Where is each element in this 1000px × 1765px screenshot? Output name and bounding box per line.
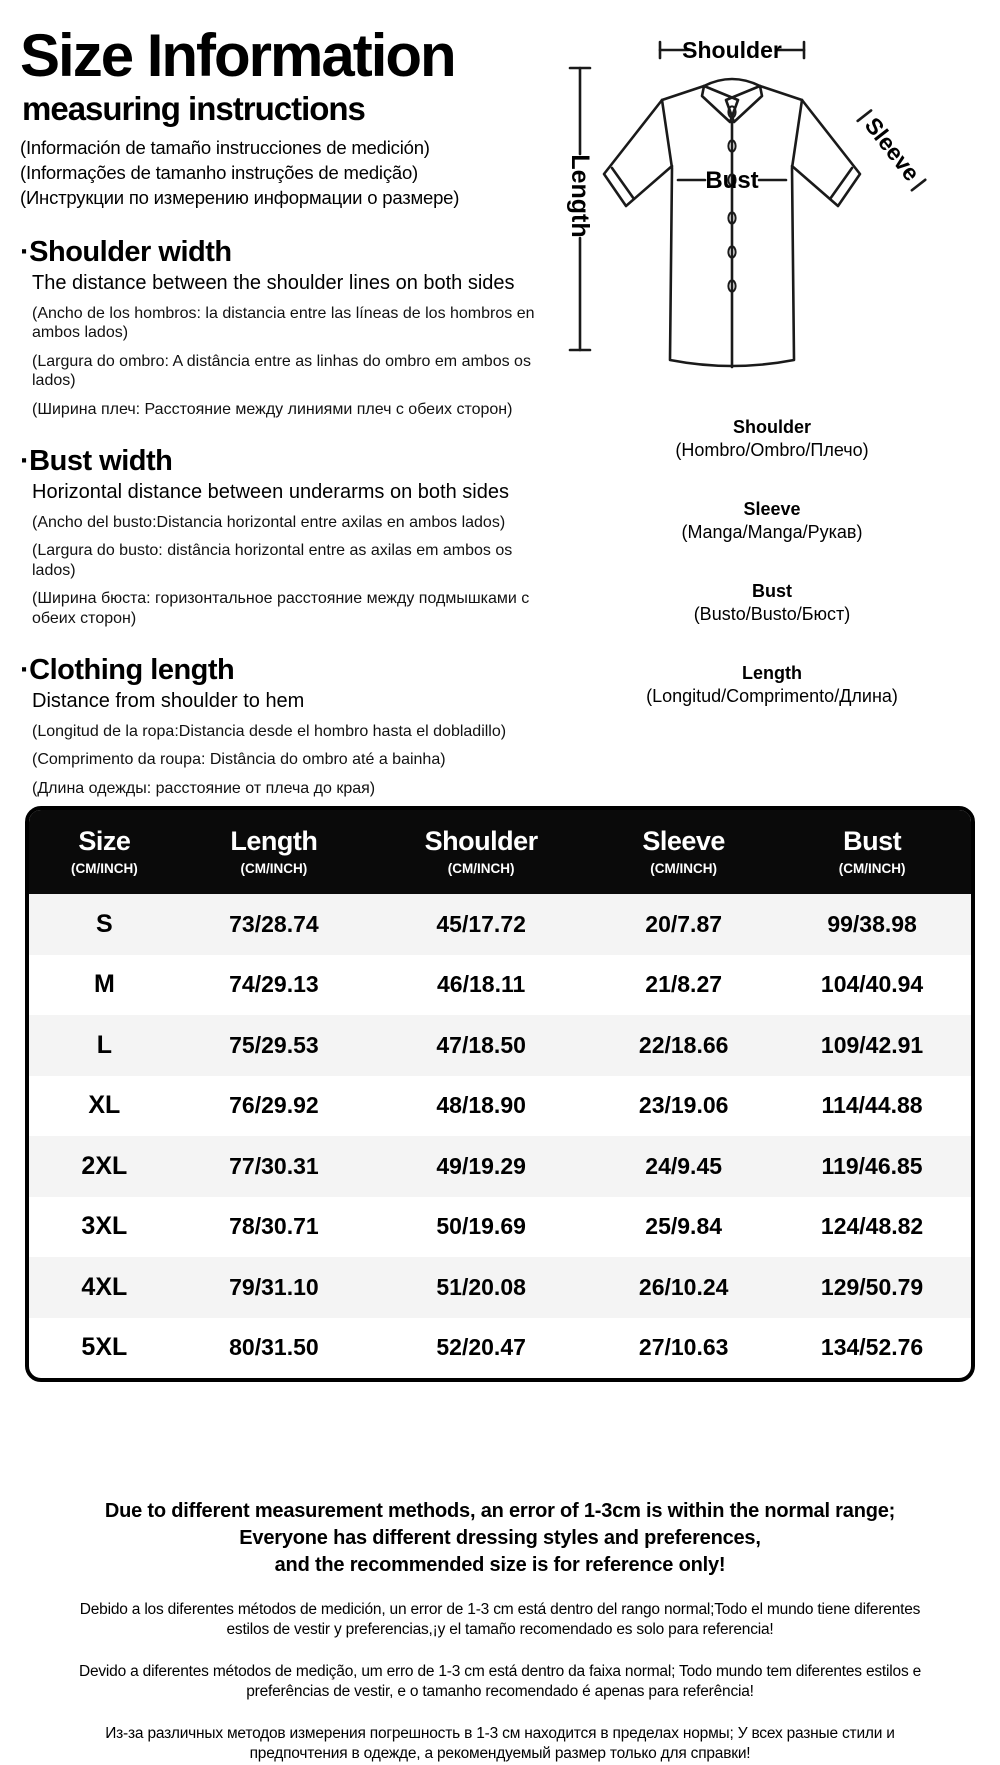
cell-bust: 134/52.76 [820,1334,924,1361]
notice-line: Everyone has different dressing styles and preferences, [239,1527,761,1549]
table-row [29,1015,971,1076]
column-unit: (CM/INCH) [70,861,138,876]
legend-translation: (Busto/Busto/Бюст) [693,603,851,624]
cell-bust: 109/42.91 [820,1031,924,1058]
legend-term: Length [741,663,802,683]
cell-sleeve: 27/10.63 [638,1334,729,1361]
cell-shoulder: 47/18.50 [436,1031,526,1058]
diagram-legend [646,416,898,744]
legend-translation: (Longitud/Comprimento/Длина) [646,685,898,706]
cell-size: 5XL [81,1333,128,1362]
instructions-column [20,22,552,800]
column-header-shoulder [368,810,594,894]
column-unit: (CM/INCH) [447,861,515,876]
column-label: Shoulder [424,826,538,856]
section-description: The distance between the shoulder lines on both sides [32,271,515,294]
legend-item-length [646,662,898,707]
legend-term: Bust [751,581,792,601]
cell-sleeve: 26/10.24 [638,1273,729,1300]
cell-bust: 104/40.94 [820,971,924,998]
table-row [29,1136,971,1197]
subtitle-translations [20,136,552,210]
diagram-column [552,26,992,800]
cell-length: 80/31.50 [229,1334,319,1361]
legend-term: Shoulder [732,417,811,437]
notice-portuguese: Devido a diferentes métodos de medição, um erro de 1-3 cm está dentro da faixa normal; Todo mundo tem diferentes estilos e preferências de vestir, e o tamanho recomendado é apenas para referência! [78,1662,922,1701]
cell-shoulder: 50/19.69 [436,1213,526,1240]
column-header-bust [773,810,971,894]
cell-length: 77/30.31 [229,1152,319,1179]
section-shoulder-width [20,237,552,419]
translation-line: (Ancho del busto:Distancia horizontal entre axilas en ambos lados) [32,513,506,531]
section-heading: ·Shoulder width [20,236,232,269]
translation-line: (Инструкции по измерению информации о размере) [20,186,460,208]
translation-line: (Información de tamaño instrucciones de medición) [20,137,430,158]
translation-line: (Ширина бюста: горизонтальное расстояние между подмышками с обеих сторон) [32,590,530,627]
cell-length: 78/30.71 [229,1213,319,1240]
cell-sleeve: 20/7.87 [645,910,723,937]
table-row [29,955,971,1016]
notice-spanish: Debido a los diferentes métodos de medición, un error de 1-3 cm está dentro del rango normal;Todo el mundo tiene diferentes estilos de vestir y preferencias,¡y el tamaño recomendado es solo para referencia! [79,1601,921,1639]
shirt-measurement-diagram [552,28,992,400]
cell-size: 3XL [81,1212,128,1241]
size-table [25,806,975,1382]
column-header-sleeve [594,810,773,894]
column-label: Sleeve [642,826,725,856]
legend-item-shoulder [646,416,898,461]
cell-length: 79/31.10 [229,1273,319,1300]
notice-line: Due to different measurement methods, an error of 1-3cm is within the normal range; [104,1500,896,1522]
section-heading: ·Bust width [20,445,173,478]
translation-line: (Largura do ombro: A distância entre as linhas do ombro em ambos os lados) [32,352,531,390]
translation-line: (Comprimento da roupa: Distância do ombro até a bainha) [32,751,446,769]
legend-term: Sleeve [743,499,801,519]
legend-translation: (Hombro/Ombro/Плечо) [675,439,869,460]
column-label: Size [78,826,131,856]
notice-english [0,1498,1000,1579]
cell-sleeve: 25/9.84 [645,1213,723,1240]
cell-bust: 124/48.82 [820,1213,924,1240]
cell-shoulder: 45/17.72 [436,910,526,937]
cell-shoulder: 51/20.08 [436,1273,526,1300]
table-row [29,1197,971,1258]
cell-size: XL [88,1091,121,1120]
column-unit: (CM/INCH) [838,861,906,876]
cell-shoulder: 49/19.29 [436,1152,526,1179]
column-header-length [180,810,368,894]
page-title: Size Information [20,22,455,89]
page-subtitle: measuring instructions [22,90,365,127]
translation-line: (Ширина плеч: Расстояние между линиями плеч с обеих сторон) [32,400,513,418]
section-translations [20,304,552,420]
cell-sleeve: 22/18.66 [638,1031,729,1058]
cell-bust: 129/50.79 [820,1273,924,1300]
diagram-bust-label: Bust [705,167,759,194]
cell-shoulder: 52/20.47 [436,1334,526,1361]
shirt-outline-icon [604,79,860,367]
cell-size: S [96,909,113,938]
cell-length: 74/29.13 [229,971,319,998]
notice-line: and the recommended size is for reference only! [274,1554,726,1576]
cell-size: 4XL [81,1272,128,1301]
diagram-sleeve-label: Sleeve [859,112,926,186]
column-label: Bust [843,826,902,856]
size-table-header [29,810,971,894]
footer-notices [0,1498,1000,1765]
column-header-size [29,810,180,894]
section-clothing-length [20,655,552,798]
cell-bust: 114/44.88 [821,1092,923,1119]
cell-size: M [93,970,115,999]
table-row [29,1257,971,1318]
diagram-length-label: Length [566,154,594,238]
sleeve-bracket-icon [855,107,930,192]
translation-line: (Largura do busto: distância horizontal entre as axilas em ambos os lados) [32,542,513,579]
cell-length: 75/29.53 [229,1031,319,1058]
section-heading: ·Clothing length [20,654,235,687]
cell-bust: 119/46.85 [821,1152,923,1179]
column-label: Length [230,826,318,856]
section-description: Horizontal distance between underarms on both sides [32,480,509,503]
table-row [29,1076,971,1137]
diagram-shoulder-label: Shoulder [682,37,782,63]
size-table-body [29,894,971,1378]
notice-russian: Из-за различных методов измерения погрешность в 1-3 см находится в пределах нормы; У всех разные стили и предпочтения в одежде, а рекомендуемый размер только для справки! [105,1724,895,1763]
column-unit: (CM/INCH) [650,861,718,876]
section-translations [20,722,552,799]
translation-line: (Informações de tamanho instruções de medição) [20,161,419,183]
section-translations [20,513,552,629]
cell-length: 76/29.92 [229,1092,319,1119]
cell-sleeve: 24/9.45 [645,1152,723,1179]
translation-line: (Longitud de la ropa:Distancia desde el hombro hasta el dobladillo) [32,722,507,740]
translation-line: (Ancho de los hombros: la distancia entre las líneas de los hombros en ambos lados) [32,304,535,342]
cell-bust: 99/38.98 [827,910,917,937]
top-section [0,0,1000,800]
legend-item-sleeve [646,498,898,543]
cell-shoulder: 48/18.90 [436,1092,526,1119]
legend-translation: (Manga/Manga/Рукав) [681,521,863,542]
cell-shoulder: 46/18.11 [437,971,526,998]
legend-item-bust [646,580,898,625]
section-description: Distance from shoulder to hem [32,689,305,712]
translation-line: (Длина одежды: расстояние от плеча до края) [32,779,376,797]
section-bust-width [20,446,552,628]
table-row [29,894,971,955]
cell-sleeve: 23/19.06 [638,1092,729,1119]
cell-sleeve: 21/8.27 [645,971,723,998]
cell-length: 73/28.74 [229,910,319,937]
cell-size: 2XL [81,1151,128,1180]
table-row [29,1318,971,1379]
cell-size: L [96,1030,112,1059]
column-unit: (CM/INCH) [240,861,308,876]
